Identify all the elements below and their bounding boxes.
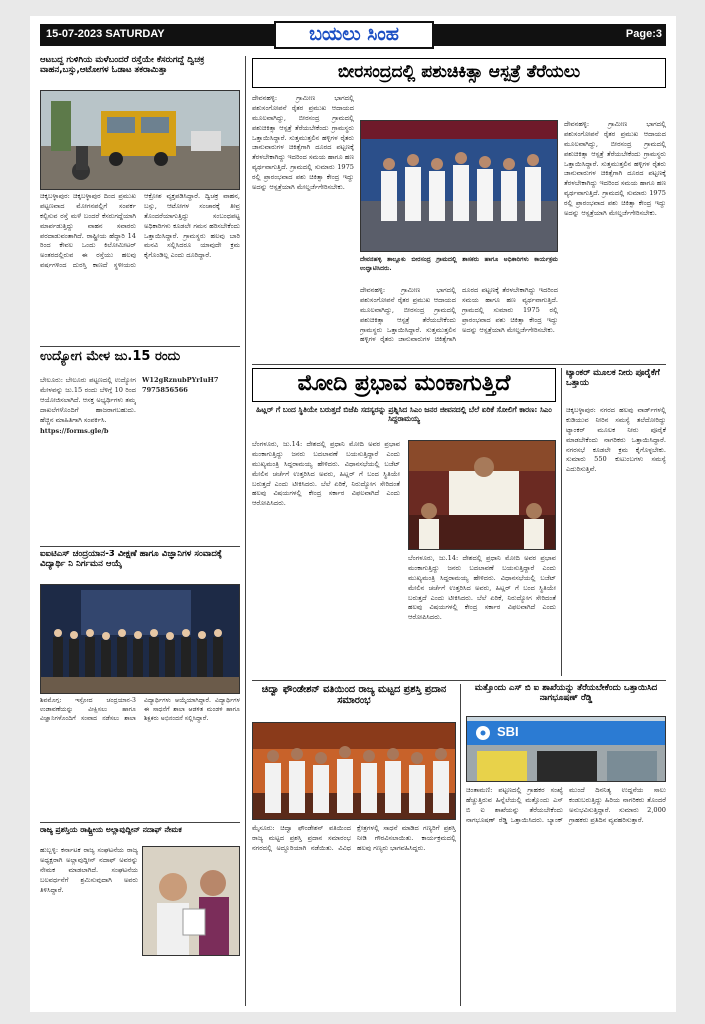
newspaper-title: ಬಯಲು ಸಿಂಹ [274,21,434,49]
foundation-headline-box [252,684,456,720]
column-divider [561,368,562,676]
divider [252,364,666,365]
hospital-body: ದೇವನಹಳ್ಳಿ: ಗ್ರಾಮೀಣ ಭಾಗದಲ್ಲಿ ಪಶುಸಂಗೋಪನೆ ರೈತರ ಪ್ರಮುಖ ಆದಾಯದ ಮೂಲವಾಗಿದ್ದು, ಬೀರಸಂದ್ರ ಗ್ರಾಮದಲ್ಲಿ ಪಶುಚಿಕಿತ್ಸಾ ಆಸ್ಪತ್ರೆ ತೆರೆಯಬೇಕೆಂದು ಗ್ರಾಮಸ್ಥರು ಒತ್ತಾಯಿಸಿದ್ದಾರೆ. ಸುತ್ತಮುತ್ತಲಿನ ಹಳ್ಳಿಗಳ ರೈತರು ಜಾನುವಾರುಗಳ ಚಿಕಿತ್ಸೆಗಾಗಿ ದೂರದ ಪಟ್ಟಣಕ್ಕೆ ತೆರಳಬೇಕಾಗಿದ್ದು ಇದರಿಂದ ಸಮಯ ಹಾಗೂ ಹಣ ವ್ಯರ್ಥವಾಗುತ್ತಿದೆ. ಗ್ರಾಮದಲ್ಲಿ ಸುಮಾರು 1975 ರಲ್ಲಿ ಪ್ರಾರಂಭವಾದ ಪಶು ಚಿಕಿತ್ಸಾ ಕೇಂದ್ರ ಇದ್ದು ಅದನ್ನು ಆಸ್ಪತ್ರೆಯಾಗಿ ಮೇಲ್ದರ್ಜೆಗೇರಿಸಬೇಕು. [252,94,354,192]
hospital-caption-box [360,256,558,282]
foundation-headline: ಚಿದ್ವಾ ಫೌಂಡೇಶನ್ ವತಿಯಿಂದ ರಾಜ್ಯ ಮಟ್ಟದ ಪ್ರಶಸ್ತಿ ಪ್ರದಾನ ಸಮಾರಂಭ [261,684,447,707]
award-body-col [40,846,138,1006]
sbi-headline: ಮತ್ತೊಂದು ಎಸ್ ಬಿ ಐ ಶಾಖೆಯನ್ನು ತೆರೆಯಬೇಕೆಂದು ಒತ್ತಾಯಿಸಿದ ನಾಗಭೂಷಣ್ ರೆಡ್ಡಿ [474,684,658,703]
modi-body-col-2 [408,554,556,676]
job-headline-box [40,350,240,372]
students-photo [40,584,240,694]
divider [40,822,240,823]
newspaper-page [30,16,676,1012]
sbi-body: ಚಿಂತಾಮಣಿ: ಪಟ್ಟಣದಲ್ಲಿ ಗ್ರಾಹಕರ ಸಂಖ್ಯೆ ಹೆಚ್ಚುತ್ತಿರುವ ಹಿನ್ನೆಲೆಯಲ್ಲಿ ಮತ್ತೊಂದು ಎಸ್ ಬಿ ಐ ಶಾಖೆಯನ್ನು ತೆರೆಯಬೇಕೆಂದು ನಾಗಭೂಷಣ್ ರೆಡ್ಡಿ ಒತ್ತಾಯಿಸಿದರು. ಬ್ಯಾಂಕ್ ಮುಂದೆ ದಿನನಿತ್ಯ ಉದ್ದನೆಯ ಸಾಲು ಕಂಡುಬರುತ್ತಿದ್ದು ಹಿರಿಯ ನಾಗರಿಕರು ತೊಂದರೆ ಅನುಭವಿಸುತ್ತಿದ್ದಾರೆ. ಸುಮಾರು 2,000 ಗ್ರಾಹಕರು ಪ್ರತಿದಿನ ವ್ಯವಹರಿಸುತ್ತಾರೆ. [466,786,666,824]
hospital-body-col-3 [564,120,666,360]
chandrayaan-caption-columns [40,697,240,787]
job-body-col-2 [142,376,240,516]
hospital-body-continued: ದೇವನಹಳ್ಳಿ: ಗ್ರಾಮೀಣ ಭಾಗದಲ್ಲಿ ಪಶುಸಂಗೋಪನೆ ರೈತರ ಪ್ರಮುಖ ಆದಾಯದ ಮೂಲವಾಗಿದ್ದು, ಬೀರಸಂದ್ರ ಗ್ರಾಮದಲ್ಲಿ ಪಶುಚಿಕಿತ್ಸಾ ಆಸ್ಪತ್ರೆ ತೆರೆಯಬೇಕೆಂದು ಗ್ರಾಮಸ್ಥರು ಒತ್ತಾಯಿಸಿದ್ದಾರೆ. ಸುತ್ತಮುತ್ತಲಿನ ಹಳ್ಳಿಗಳ ರೈತರು ಜಾನುವಾರುಗಳ ಚಿಕಿತ್ಸೆಗಾಗಿ ದೂರದ ಪಟ್ಟಣಕ್ಕೆ ತೆರಳಬೇಕಾಗಿದ್ದು ಇದರಿಂದ ಸಮಯ ಹಾಗೂ ಹಣ ವ್ಯರ್ಥವಾಗುತ್ತಿದೆ. ಗ್ರಾಮದಲ್ಲಿ ಸುಮಾರು 1975 ರಲ್ಲಿ ಪ್ರಾರಂಭವಾದ ಪಶು ಚಿಕಿತ್ಸಾ ಕೇಂದ್ರ ಇದ್ದು ಅದನ್ನು ಆಸ್ಪತ್ರೆಯಾಗಿ ಮೇಲ್ದರ್ಜೆಗೇರಿಸಬೇಕು. [360,286,558,344]
issue-date: 15-07-2023 SATURDAY [46,28,165,40]
divider [252,680,666,681]
modi-body-col [252,440,400,676]
page-number: Page:3 [625,28,662,40]
hospital-photo [360,120,558,252]
bus-headline: ಆಟಬದ್ದ ಗುಳಿಗಿಯ ಮಳೆಬಂದರೆ ರಸ್ತೆಯೇ ಕೆಸರುಗದ್ದೆ ದ್ವಿಚಕ್ರ ವಾಹನ,ಬಸ್ಸು,ಆಟೋಗಳ ಓಡಾಟ ತಕರಾಮಿತ್ತಾ [40,56,205,75]
sbi-sign-text: SBI [497,724,519,739]
modi-subhead: ಹಿಟ್ಲರ್ ಗೆ ಬಂದ ಸ್ಥಿತಿಯೇ ಬರುತ್ತದೆ ಬಿಜೆಪಿ ಸದಸ್ಯರನ್ನು ಪ್ರಶ್ನಿಸಿದ ಸಿಎಂ ಜನರ ಜೀವನದಲ್ಲಿ ಬೆಲೆ ಏರಿಕೆ ಸೋಲಿಗೆ ಕಾರಣ: ಸಿಎಂ ಸಿದ್ದರಾಮಯ್ಯ [256,406,552,423]
hospital-caption: ದೇವನಹಳ್ಳಿ ತಾಲ್ಲೂಕು ಬೀರಸಂದ್ರ ಗ್ರಾಮದಲ್ಲಿ ಶಾಸಕರು ಹಾಗೂ ಅಧಿಕಾರಿಗಳು ಕಾರ್ಯಕ್ರಮ ಉದ್ಘಾಟಿಸಿದರು. [360,256,558,272]
bus-body: ಚಿಕ್ಕಬಳ್ಳಾಪುರ: ಚಿಕ್ಕಬಳ್ಳಾಪುರ ದಿಂದ ಪ್ರಮುಖ ಪಟ್ಟಣವಾದ ಮೋಗನಪಲ್ಲಿಗೆ ಸಂಪರ್ಕ ಕಲ್ಪಿಸುವ ರಸ್ತೆ ಮಳೆ ಬಂದರೆ ಕೆಸರುಗದ್ದೆಯಾಗಿ ಮಾರ್ಪಡುತ್ತಿದ್ದು ವಾಹನ ಸವಾರರು ಪರದಾಡುವಂತಾಗಿದೆ. ರಾಷ್ಟ್ರೀಯ ಹೆದ್ದಾರಿ 14 ರಿಂದ ಕೇವಲ ಒಂದು ಕಿಲೋಮೀಟರ್ ಅಂತರದಲ್ಲಿರುವ ಈ ರಸ್ತೆಯು ಹಲವು ವರ್ಷಗಳಿಂದ ದುರಸ್ತಿ ಕಾಣದೆ ಸ್ಥಳೀಯರು ಆಕ್ರೋಶ ವ್ಯಕ್ತಪಡಿಸಿದ್ದಾರೆ. ದ್ವಿಚಕ್ರ ವಾಹನ, ಬಸ್ಸು, ಆಟೋಗಳ ಸಂಚಾರಕ್ಕೆ ತೀವ್ರ ತೊಂದರೆಯಾಗುತ್ತಿದ್ದು ಸಂಬಂಧಪಟ್ಟ ಅಧಿಕಾರಿಗಳು ಕೂಡಲೇ ಗಮನ ಹರಿಸಬೇಕೆಂದು ಒತ್ತಾಯಿಸಿದ್ದಾರೆ. ಗ್ರಾಮಸ್ಥರು ಹಲವು ಬಾರಿ ಮನವಿ ಸಲ್ಲಿಸಿದರೂ ಯಾವುದೇ ಕ್ರಮ ಕೈಗೊಂಡಿಲ್ಲ ಎಂದು ದೂರಿದ್ದಾರೆ. [40,192,240,270]
job-phone: 7975856566 [142,385,188,394]
job-body-col [40,376,136,516]
divider [40,546,240,547]
masthead [40,24,666,46]
award-headline: ರಾಜ್ಯ ಪ್ರಶಸ್ತಿಯ ರಾಷ್ಟ್ರೀಯ ಅಲ್ಲಾವುದ್ದೀನ್ ನದಾಫ್ ನೇಮಕ [40,826,182,834]
job-url[interactable]: https://forms.gle/b [40,427,109,436]
column-divider [245,56,246,1006]
sbi-photo [466,716,666,782]
assembly-photo [408,440,556,550]
modi-body: ಬೆಂಗಳೂರು, ಜು.14: ದೇಶದಲ್ಲಿ ಪ್ರಧಾನಿ ಮೋದಿ ಅವರ ಪ್ರಭಾವ ಮಂಕಾಗುತ್ತಿದ್ದು ಜನರು ಬದಲಾವಣೆ ಬಯಸುತ್ತಿದ್ದಾರೆ ಎಂದು ಮುಖ್ಯಮಂತ್ರಿ ಸಿದ್ದರಾಮಯ್ಯ ಹೇಳಿದರು. ವಿಧಾನಸಭೆಯಲ್ಲಿ ಬಜೆಟ್ ಮೇಲಿನ ಚರ್ಚೆಗೆ ಉತ್ತರಿಸಿದ ಅವರು, ಹಿಟ್ಲರ್ ಗೆ ಬಂದ ಸ್ಥಿತಿಯೇ ಬರುತ್ತದೆ ಎಂದು ಟೀಕಿಸಿದರು. ಬೆಲೆ ಏರಿಕೆ, ನಿರುದ್ಯೋಗ ಸೇರಿದಂತೆ ಹಲವು ವಿಷಯಗಳಲ್ಲಿ ಕೇಂದ್ರ ಸರ್ಕಾರ ವಿಫಲವಾಗಿದೆ ಎಂದು ಆರೋಪಿಸಿದರು. [252,440,400,508]
hospital-headline: ಬೀರಸಂದ್ರದಲ್ಲಿ ಪಶುಚಿಕಿತ್ಸಾ ಆಸ್ಪತ್ರೆ ತೆರೆಯಲು [337,62,581,82]
divider [40,346,240,347]
sbi-headline-box [466,684,666,714]
chandrayaan-caption: ಶಿವಮೊಗ್ಗ: ಇಸ್ರೋದ ಚಂದ್ರಯಾನ-3 ಉಡಾವಣೆಯನ್ನು ವೀಕ್ಷಿಸಲು ಹಾಗೂ ವಿಜ್ಞಾನಿಗಳೊಂದಿಗೆ ಸಂವಾದ ನಡೆಸಲು ಶಾಲಾ ವಿದ್ಯಾರ್ಥಿಗಳು ಆಯ್ಕೆಯಾಗಿದ್ದಾರೆ. ವಿದ್ಯಾರ್ಥಿಗಳ ಈ ಸಾಧನೆಗೆ ಶಾಲಾ ಆಡಳಿತ ಮಂಡಳಿ ಹಾಗೂ ಶಿಕ್ಷಕರು ಅಭಿನಂದನೆ ಸಲ್ಲಿಸಿದ್ದಾರೆ. [40,697,240,722]
chandrayaan-headline: ಐಐಟಿಎಸ್ ಚಂದ್ರಯಾನ-3 ವೀಕ್ಷಣೆ ಹಾಗೂ ವಿಜ್ಞಾನಿಗಳ ಸಂವಾದಕ್ಕೆ ವಿದ್ಯಾರ್ಥಿ ನಿ ನಿರ್ಗಮನ ಆಯ್ಕೆ [40,550,222,569]
modi-headline: ಮೋದಿ ಪ್ರಭಾವ ಮಂಕಾಗುತ್ತಿದೆ [297,371,511,396]
award-body: ಹುಬ್ಬಳ್ಳಿ: ಕರ್ನಾಟಕ ರಾಜ್ಯ ಸಂಘಟನೆಯ ರಾಜ್ಯ ಅಧ್ಯಕ್ಷರಾಗಿ ಅಲ್ಲಾವುದ್ದೀನ್ ನದಾಫ್ ಅವರನ್ನು ನೇಮಕ ಮಾಡಲಾಗಿದೆ. ಸಂಘಟನೆಯ ಬಲವರ್ಧನೆಗೆ ಶ್ರಮಿಸುವುದಾಗಿ ಅವರು ತಿಳಿಸಿದ್ದಾರೆ. [40,846,138,894]
hospital-body-continued-2: ದೇವನಹಳ್ಳಿ: ಗ್ರಾಮೀಣ ಭಾಗದಲ್ಲಿ ಪಶುಸಂಗೋಪನೆ ರೈತರ ಪ್ರಮುಖ ಆದಾಯದ ಮೂಲವಾಗಿದ್ದು, ಬೀರಸಂದ್ರ ಗ್ರಾಮದಲ್ಲಿ ಪಶುಚಿಕಿತ್ಸಾ ಆಸ್ಪತ್ರೆ ತೆರೆಯಬೇಕೆಂದು ಗ್ರಾಮಸ್ಥರು ಒತ್ತಾಯಿಸಿದ್ದಾರೆ. ಸುತ್ತಮುತ್ತಲಿನ ಹಳ್ಳಿಗಳ ರೈತರು ಜಾನುವಾರುಗಳ ಚಿಕಿತ್ಸೆಗಾಗಿ ದೂರದ ಪಟ್ಟಣಕ್ಕೆ ತೆರಳಬೇಕಾಗಿದ್ದು ಇದರಿಂದ ಸಮಯ ಹಾಗೂ ಹಣ ವ್ಯರ್ಥವಾಗುತ್ತಿದೆ. ಗ್ರಾಮದಲ್ಲಿ ಸುಮಾರು 1975 ರಲ್ಲಿ ಪ್ರಾರಂಭವಾದ ಪಶು ಚಿಕಿತ್ಸಾ ಕೇಂದ್ರ ಇದ್ದು ಅದನ್ನು ಆಸ್ಪತ್ರೆಯಾಗಿ ಮೇಲ್ದರ್ಜೆಗೇರಿಸಬೇಕು. [564,120,666,218]
column-divider [460,684,461,1006]
job-body: ಬೇಲೂರು: ಬೇಲೂರು ಪಟ್ಟಣದಲ್ಲಿ ಉದ್ಯೋಗ ಮೇಳವನ್ನು ಜು.15 ರಂದು ಬೆಳಿಗ್ಗೆ 10 ರಿಂದ ಆಯೋಜಿಸಲಾಗಿದೆ. ಆಸಕ್ತ ಅಭ್ಯರ್ಥಿಗಳು ತಮ್ಮ ದಾಖಲೆಗಳೊಂದಿಗೆ ಹಾಜರಾಗಬಹುದು. ಹೆಚ್ಚಿನ ಮಾಹಿತಿಗಾಗಿ ಸಂಪರ್ಕಿಸಿ. [40,376,136,424]
tanker-body: ಚಿಕ್ಕಬಳ್ಳಾಪುರ: ನಗರದ ಹಲವು ವಾರ್ಡ್‌ಗಳಲ್ಲಿ ಕುಡಿಯುವ ನೀರಿನ ಸಮಸ್ಯೆ ತಲೆದೋರಿದ್ದು ಟ್ಯಾಂಕರ್ ಮೂಲಕ ನೀರು ಪೂರೈಕೆ ಮಾಡಬೇಕೆಂದು ನಾಗರಿಕರು ಒತ್ತಾಯಿಸಿದ್ದಾರೆ. ನಗರಸಭೆ ಕೂಡಲೇ ಕ್ರಮ ಕೈಗೊಳ್ಳಬೇಕು. ಸುಮಾರು 550 ಕುಟುಂಬಗಳು ಸಮಸ್ಯೆ ಎದುರಿಸುತ್ತಿವೆ. [566,406,666,474]
award-photo [142,846,240,956]
hospital-headline-box [252,58,666,88]
foundation-photo [252,722,456,820]
job-headline: ಉದ್ಯೋಗ ಮೇಳ ಜು.15 ರಂದು [40,350,181,364]
foundation-body-columns [252,824,456,1006]
bus-photo [40,90,240,190]
modi-body-continued: ಬೆಂಗಳೂರು, ಜು.14: ದೇಶದಲ್ಲಿ ಪ್ರಧಾನಿ ಮೋದಿ ಅವರ ಪ್ರಭಾವ ಮಂಕಾಗುತ್ತಿದ್ದು ಜನರು ಬದಲಾವಣೆ ಬಯಸುತ್ತಿದ್ದಾರೆ ಎಂದು ಮುಖ್ಯಮಂತ್ರಿ ಸಿದ್ದರಾಮಯ್ಯ ಹೇಳಿದರು. ವಿಧಾನಸಭೆಯಲ್ಲಿ ಬಜೆಟ್ ಮೇಲಿನ ಚರ್ಚೆಗೆ ಉತ್ತರಿಸಿದ ಅವರು, ಹಿಟ್ಲರ್ ಗೆ ಬಂದ ಸ್ಥಿತಿಯೇ ಬರುತ್ತದೆ ಎಂದು ಟೀಕಿಸಿದರು. ಬೆಲೆ ಏರಿಕೆ, ನಿರುದ್ಯೋಗ ಸೇರಿದಂತೆ ಹಲವು ವಿಷಯಗಳಲ್ಲಿ ಕೇಂದ್ರ ಸರ್ಕಾರ ವಿಫಲವಾಗಿದೆ ಎಂದು ಆರೋಪಿಸಿದರು. [408,554,556,622]
job-link-code: W12gRznubPYrIuH7 [142,376,219,384]
chandrayaan-headline-box [40,550,240,580]
hospital-body-col-2 [360,286,558,360]
sbi-body-columns [466,786,666,1006]
tanker-headline: ಟ್ಯಾಂಕರ್ ಮೂಲಕ ನೀರು ಪೂರೈಕೆಗೆ ಒತ್ತಾಯ [566,368,660,387]
modi-headline-box [252,368,556,402]
tanker-body-col [566,406,666,676]
foundation-body: ಮೈಸೂರು: ಚಿದ್ವಾ ಫೌಂಡೇಶನ್ ವತಿಯಿಂದ ರಾಜ್ಯ ಮಟ್ಟದ ಪ್ರಶಸ್ತಿ ಪ್ರದಾನ ಸಮಾರಂಭ ನಗರದಲ್ಲಿ ಅದ್ದೂರಿಯಾಗಿ ನಡೆಯಿತು. ವಿವಿಧ ಕ್ಷೇತ್ರಗಳಲ್ಲಿ ಸಾಧನೆ ಮಾಡಿದ ಗಣ್ಯರಿಗೆ ಪ್ರಶಸ್ತಿ ನೀಡಿ ಗೌರವಿಸಲಾಯಿತು. ಕಾರ್ಯಕ್ರಮದಲ್ಲಿ ಹಲವು ಗಣ್ಯರು ಭಾಗವಹಿಸಿದ್ದರು. [252,824,456,852]
tanker-headline-box [566,368,666,402]
modi-subhead-box [252,406,556,434]
hospital-body-col [252,94,354,340]
award-headline-box [40,826,240,842]
